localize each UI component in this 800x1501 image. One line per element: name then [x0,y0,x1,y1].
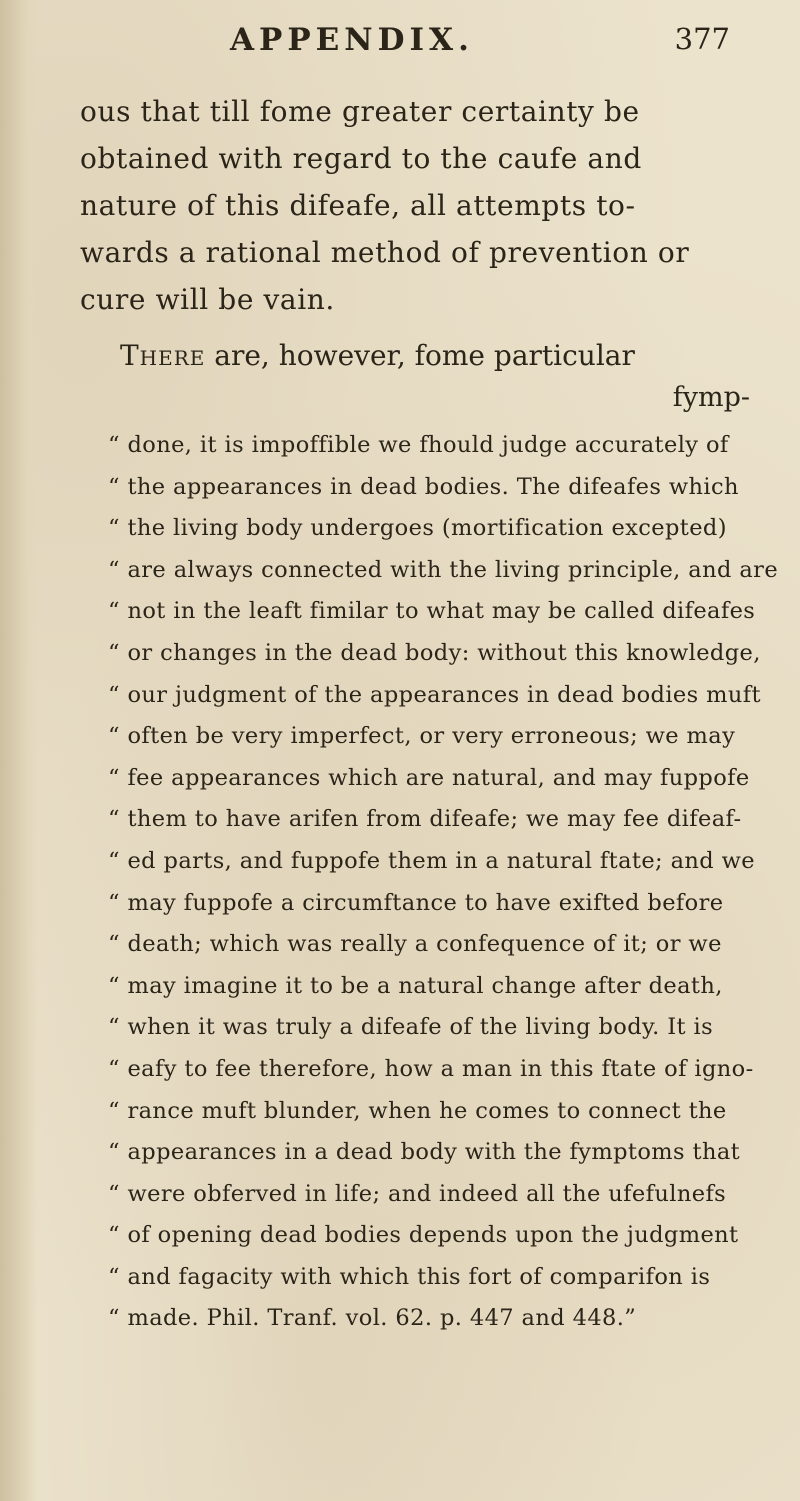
quote-line: “ are always connected with the living principle, and are [108,556,779,583]
quote-line: “ may fuppofe a circumftance to have exifted before [108,889,724,916]
quote-line: “ made. Phil. Tranf. vol. 62. p. 447 and 448.” [108,1305,637,1332]
paragraph-1 [80,88,760,323]
quote-line: “ and fagacity with which this fort of comparifon is [108,1263,711,1290]
text-line: ous that till fome greater certainty be [80,95,640,128]
page-number: 377 [674,22,730,56]
running-head: APPENDIX. [230,22,474,58]
text-line: cure will be vain. [80,283,335,316]
quote-line: “ fee appearances which are natural, and may fuppofe [108,764,750,791]
quotation-block [108,425,779,1340]
quote-line: “ eafy to fee therefore, how a man in this ftate of igno- [108,1055,754,1082]
quote-line: “ the living body undergoes (mortification excepted) [108,515,727,542]
page-edge [0,0,38,1501]
quote-line: “ were obferved in life; and indeed all the ufefulnefs [108,1180,727,1207]
lead-rest: are, however, fome particular [205,339,635,372]
quote-line: “ death; which was really a confequence of it; or we [108,931,722,958]
quote-line: “ often be very imperfect, or very erroneous; we may [108,723,736,750]
quote-line: “ them to have arifen from difeafe; we may fee difeaf- [108,806,742,833]
quote-line: “ appearances in a dead body with the fymptoms that [108,1139,741,1166]
quote-line: “ ed parts, and fuppofe them in a natural ftate; and we [108,847,756,874]
quote-line: “ done, it is impoffible we fhould judge accurately of [108,432,729,458]
page-header [110,22,740,72]
text-line: obtained with regard to the caufe and [80,142,642,175]
quote-line: “ not in the leaft fimilar to what may be called difeafes [108,598,756,625]
text-line: wards a rational method of prevention or [80,236,690,269]
paragraph-2-lead [120,336,760,376]
quote-line: “ of opening dead bodies depends upon the judgment [108,1222,739,1249]
quote-line: “ when it was truly a difeafe of the living body. It is [108,1014,714,1041]
quote-line: “ may imagine it to be a natural change after death, [108,972,723,999]
quote-line: “ or changes in the dead body: without this knowledge, [108,639,761,666]
quote-line: “ our judgment of the appearances in dead bodies muft [108,681,761,708]
paragraph-2-tail: fymp- [672,382,750,413]
lead-word: There [120,339,206,372]
quote-line: “ the appearances in dead bodies. The difeafes which [108,473,739,500]
text-line: nature of this difeafe, all attempts to- [80,189,636,222]
quote-line: “ rance muft blunder, when he comes to connect the [108,1097,727,1124]
